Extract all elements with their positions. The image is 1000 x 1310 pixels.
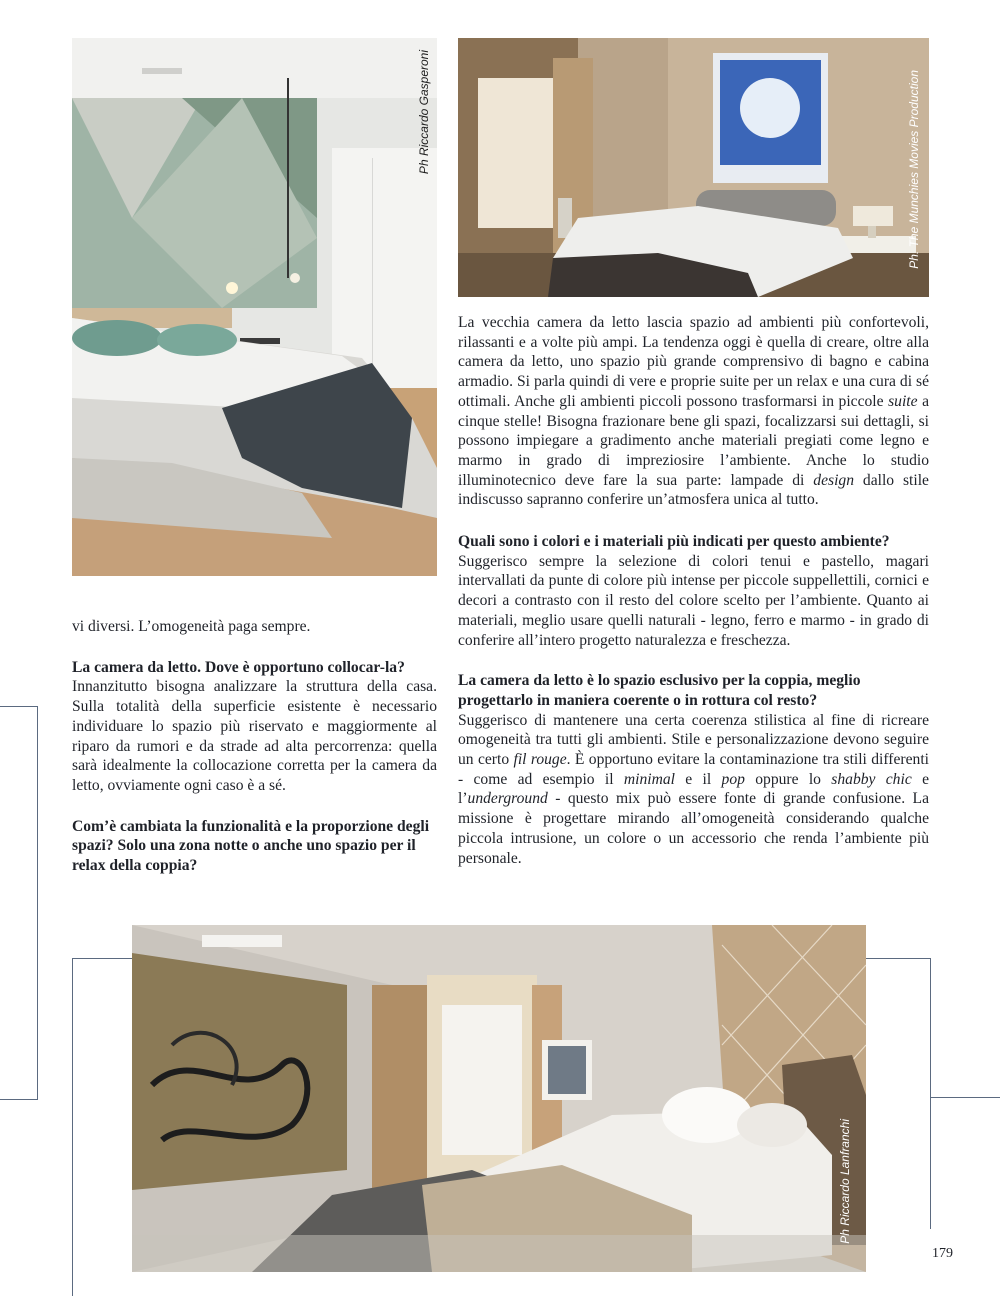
photo-bedroom-green-geometric <box>72 38 437 576</box>
answer-functionality <box>458 313 929 510</box>
photo-credit: Ph. The Munchies Movies Production <box>907 70 921 269</box>
question-functionality: Com’è cambiata la funzionalità e la proporzione degli spazi? Solo una zona notte o anche uno spazio per il relax della coppia? <box>72 817 430 875</box>
answer-couple-space <box>458 711 929 869</box>
right-text-column <box>458 313 929 868</box>
emphasis-suite: suite <box>888 392 918 410</box>
emphasis-pop: pop <box>721 770 745 788</box>
answer-placement: Innanzitutto bisogna analizzare la struttura della casa. Sulla totalità della superficie esistente è necessario individuare lo spazio più riservato e maggiormente al riparo da rumori e da strade ad alta percorrenza: quella sarà idealmente la collocazione corretta per la camera da letto, ovviamente ogni caso è a sé. <box>72 678 437 794</box>
answer-text: oppure lo <box>755 770 821 788</box>
frame-line-right <box>930 1097 1000 1098</box>
answer-colors: Suggerisco sempre la selezione di colori tenui e pastello, magari intervallati da punte di colore più intense per piccole suppellettili, cornici e decori a contrasto con il resto del colore scelto per l’ambiente. Quanto ai materiali, meglio usare quelli naturali - legno, ferro e marmo - in grado di conferire all’intero progetto naturalezza e freschezza. <box>458 552 929 649</box>
answer-text: e il <box>685 770 712 788</box>
page-number: 179 <box>932 1246 953 1261</box>
question-placement: La camera da letto. Dove è opportuno collocar-la? <box>72 658 405 676</box>
emphasis-underground: underground <box>467 790 548 808</box>
answer-text: dallo stile indiscusso sapranno conferire un’atmosfera unica al tutto. <box>458 471 929 509</box>
intro-continuation: vi diversi. L’omogeneità paga sempre. <box>72 618 311 635</box>
photo-credit: Ph Riccardo Gasperoni <box>417 50 431 175</box>
answer-text: . È opportuno evitare la contaminazione tra stili differenti - come ad esempio il <box>458 751 929 788</box>
answer-text: a cinque stelle! Bisogna frazionare bene gli spazi, focalizzarsi sui dettagli, si possono impiegare a gradimento anche materiali pregiati come legno e marmo in grado di impreziosire l’ambiente. Anche lo studio illuminotecnico deve fare la sua parte: lampade di <box>458 392 929 489</box>
answer-text: - questo mix può essere fonte di grande confusione. La missione è progettare mirando all’omogeneità considerando qualche piccola intrusione, un colore o un accessorio che renda l’ambiente più personale. <box>458 790 929 867</box>
left-text-column <box>72 617 437 876</box>
emphasis-design: design <box>813 471 854 489</box>
emphasis-fil-rouge: fil rouge <box>513 751 567 769</box>
question-colors: Quali sono i colori e i materiali più indicati per questo ambiente? <box>458 533 890 551</box>
frame-line-bottom-left <box>72 958 133 1296</box>
answer-text: La vecchia camera da letto lascia spazio ad ambienti più confortevoli, rilassanti e a volte più ampi. La tendenza oggi è quella di creare, oltre alla camera da letto, uno spazio più grande comprensivo di bagno e cabina armadio. Si parla quindi di vere e proprie suite per un relax e una cura di sé ottimali. Anche gli ambienti piccoli possono trasformarsi in piccole <box>458 314 929 410</box>
frame-line-left <box>0 706 38 1100</box>
photo-bedroom-abstract-painting <box>132 925 866 1272</box>
photo-credit: Ph Riccardo Lanfranchi <box>838 1119 852 1244</box>
emphasis-shabby-chic: shabby chic <box>831 770 912 788</box>
photo-bedroom-beige-poster <box>458 38 929 297</box>
frame-line-bottom-right <box>866 958 931 1229</box>
emphasis-minimal: minimal <box>623 770 675 788</box>
answer-text: Suggerisco di mantenere una certa coerenza stilistica al fine di ricreare omogeneità tra tutti gli ambienti. Stile e personalizzazione devono seguire un certo <box>458 711 929 769</box>
question-couple-space: La camera da letto è lo spazio esclusivo per la coppia, meglio progettarlo in maniera coerente o in rottura col resto? <box>458 672 861 709</box>
answer-text: e l’ <box>458 770 929 808</box>
